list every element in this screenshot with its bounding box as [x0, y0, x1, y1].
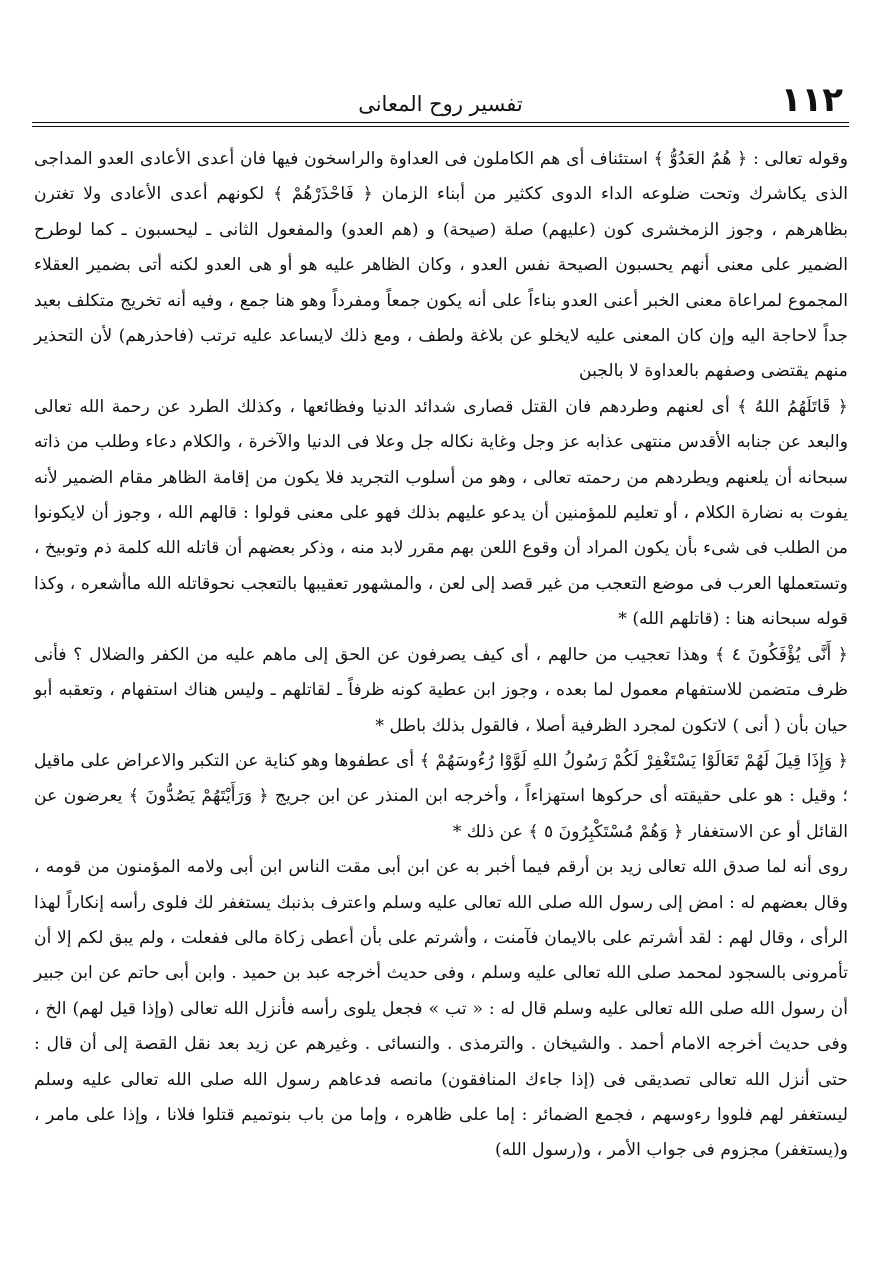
page-header	[32, 78, 849, 128]
page-number: ١١٢	[780, 80, 843, 120]
running-title: تفسير روح المعانى	[358, 92, 523, 116]
body-text	[34, 142, 848, 1169]
paragraph-3: ﴿ أَنَّى يُؤْفَكُونَ ٤ ﴾ وهذا تعجيب من حالهم ، أى كيف يصرفون عن الحق إلى ماهم عليه من الكفر والضلال ؟ فأنى ظرف متضمن للاستفهام معمول لما بعده ، وجوز ابن عطية كونه ظرفاً ـ لقاتلهم ـ وليس هناك استفهام ، وتعقبه أبو حيان بأن ( أنى ) لاتكون لمجرد الظرفية أصلا ، فالقول بذلك باطل *	[34, 644, 849, 736]
paragraph-1: وقوله تعالى : ﴿ هُمُ العَدُوُّ ﴾ استئناف أى هم الكاملون فى العداوة والراسخون فيها فان أعدى الأعادى العدو المداجى الذى يكاشرك وتحت ضلوعه الداء الدوى ككثير من أبناء الزمان ﴿ فَاحْذَرْهُمْ ﴾ لكونهم أعدى الأعادى ولا تغترن بظاهرهم ، وجوز الزمخشرى كون (عليهم) صلة (صيحة) و (هم العدو) والمفعول الثانى ـ ليحسبون ـ كما لوطرح الضمير على معنى أنهم يحسبون الصيحة نفس العدو ، وكان الظاهر عليه هو أو هى العدو لكنه أتى بضمير العقلاء المجموع لمراعاة معنى الخبر أعنى العدو بناءاً على أنه يكون جمعاً ومفرداً وهو هنا جمع ، وفيه أنه تخريج متكلف بعيد جداً لاحاجة اليه وإن كان المعنى عليه لايخلو عن بلاغة ولطف ، ومع ذلك لايساعد عليه ترتب (فاحذرهم) لأن التحذير منهم يقتضى وصفهم بالعداوة لا بالجبن	[34, 149, 848, 382]
paragraph-2: ﴿ قَاتَلَهُمُ اللهُ ﴾ أى لعنهم وطردهم فان القتل قصارى شدائد الدنيا وفظائعها ، وكذلك الطرد عن رحمة الله تعالى والبعد عن جنابه الأقدس منتهى عذابه عز وجل وغاية نكاله جل وعلا فى الدنيا والآخرة ، والكلام دعاء وطلب من ذاته سبحانه أن يلعنهم ويطردهم من رحمته تعالى ، وهو من أسلوب التجريد فلا يكون من إقامة الظاهر مقام الضمير لأنه يفوت به نضارة الكلام ، أو تعليم للمؤمنين أن يدعو عليهم بذلك فهو على معنى قولوا : قالهم الله ، وجوز أن لايكونوا من الطلب فى شىء بأن يكون المراد أن وقوع اللعن بهم مقرر لابد منه ، وذكر بعضهم أن قاتله الله كلمة ذم وتوبيخ ، وتستعملها العرب فى موضع التعجب من غير قصد إلى لعن ، والمشهور تعقيبها بالتعجب نحوقاتله الله ماأشعره ، وكذا قوله سبحانه هنا : (قاتلهم الله) *	[34, 396, 848, 630]
paragraph-4: ﴿ وَإِذَا قِيلَ لَهُمْ تَعَالَوْا يَسْتَغْفِرْ لَكُمْ رَسُولُ اللهِ لَوَّوْا رُءُوسَهُمْ ﴾ أى عطفوها وهو كناية عن التكبر والاعراض على ماقيل ؛ وقيل : هو على حقيقته أى حركوها استهزاءاً ، وأخرجه ابن المنذر عن ابن جريج ﴿ وَرَأَيْتَهُمْ يَصُدُّونَ ﴾ يعرضون عن القائل أو عن الاستغفار ﴿ وَهُمْ مُسْتَكْبِرُونَ ٥ ﴾ عن ذلك *	[34, 750, 848, 842]
header-rule-lower	[32, 126, 849, 127]
paragraph-5: روى أنه لما صدق الله تعالى زيد بن أرقم فيما أخبر به عن ابن أبى مقت الناس ابن أبى ولامه المؤمنون من قومه ، وقال بعضهم له : امض إلى رسول الله صلى الله تعالى عليه وسلم واعترف بذنبك يستغفر لك فلوى رأسه إنكاراً لهذا الرأى ، وقال لهم : لقد أشرتم على بالايمان فآمنت ، وأشرتم على بأن أعطى زكاة مالى ففعلت ، ولم يبق لكم إلا أن تأمرونى بالسجود لمحمد صلى الله تعالى عليه وسلم ، وفى حديث أخرجه عبد بن حميد . وابن أبى حاتم عن ابن جبير أن رسول الله صلى الله تعالى عليه وسلم قال له : « تب » فجعل يلوى رأسه فأنزل الله تعالى (وإذا قيل لهم) الخ ، وفى حديث أخرجه الامام أحمد . والشيخان . والترمذى . والنسائى . وغيرهم عن زيد بعد نقل القصة إلى أن قال : حتى أنزل الله تعالى تصديقى فى (إذا جاءك المنافقون) مانصه فدعاهم رسول الله صلى الله تعالى عليه وسلم ليستغفر لهم فلووا رءوسهم ، فجمع الضمائر : إما على ظاهره ، وإما من باب بنوتميم قتلوا فلانا ، وإذا على مامر ، و(يستغفر) مجزوم فى جواب الأمر ، و(رسول الله)	[34, 857, 848, 1161]
header-rule-upper	[32, 122, 849, 123]
